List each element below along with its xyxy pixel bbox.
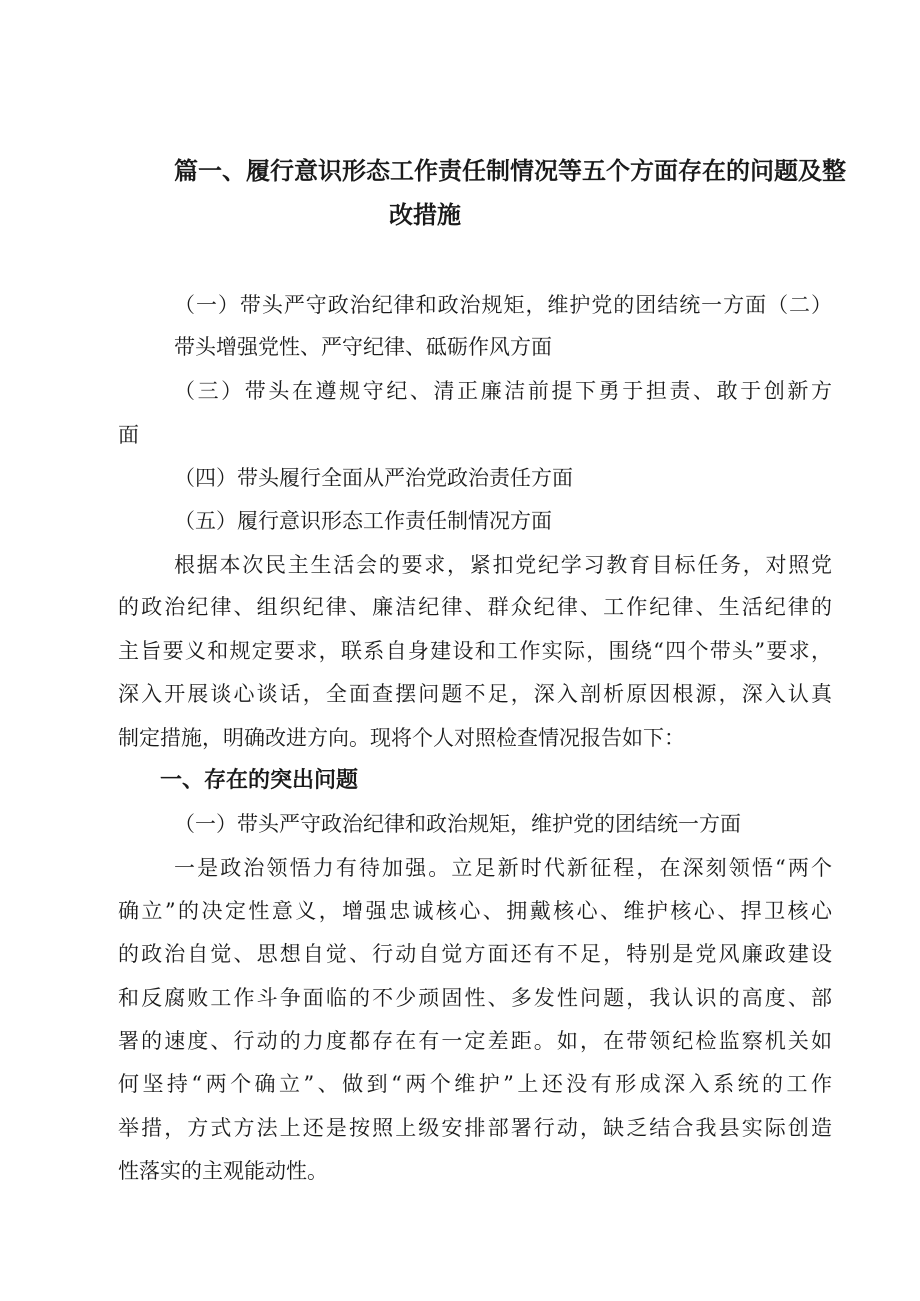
intro-line-5: 制定措施，明确改进方向。现将个人对照检查情况报告如下： — [118, 726, 685, 750]
body-line-4: 和反腐败工作斗争面临的不少顽固性、多发性问题，我认识的高度、部 — [118, 986, 832, 1010]
body-line-1: 一是政治领悟力有待加强。立足新时代新征程，在深刻领悟“两个 — [174, 856, 832, 880]
section-heading: 一、存在的突出问题 — [160, 768, 359, 793]
toc-line-3: （三）带头在遵规守纪、清正廉洁前提下勇于担责、敢于创新方 — [174, 379, 832, 403]
intro-line-4: 深入开展谈心谈话，全面查摆问题不足，深入剖析原因根源，深入认真 — [118, 682, 832, 706]
intro-line-3: 主旨要义和规定要求，联系自身建设和工作实际，围绕“四个带头”要求， — [118, 639, 832, 663]
toc-line-4: 面 — [118, 423, 139, 447]
body-line-7: 举措，方式方法上还是按照上级安排部署行动，缺乏结合我县实际创造 — [118, 1116, 832, 1140]
toc-line-6: （五）履行意识形态工作责任制情况方面 — [174, 509, 552, 533]
body-line-8: 性落实的主观能动性。 — [118, 1159, 328, 1183]
body-line-2: 确立”的决定性意义，增强忠诚核心、拥戴核心、维护核心、捍卫核心 — [118, 899, 832, 923]
body-line-5: 署的速度、行动的力度都存在有一定差距。如，在带领纪检监察机关如 — [118, 1029, 832, 1053]
document-title-line-2: 改措施 — [389, 201, 461, 229]
toc-line-5: （四）带头履行全面从严治党政治责任方面 — [174, 466, 573, 490]
toc-line-1: （一）带头严守政治纪律和政治规矩，维护党的团结统一方面（二） — [174, 293, 832, 317]
toc-line-2: 带头增强党性、严守纪律、砥砺作风方面 — [174, 335, 552, 359]
intro-line-1: 根据本次民主生活会的要求，紧扣党纪学习教育目标任务，对照党 — [174, 553, 832, 577]
intro-line-2: 的政治纪律、组织纪律、廉洁纪律、群众纪律、工作纪律、生活纪律的 — [118, 595, 832, 619]
document-title-line-1: 篇一、履行意识形态工作责任制情况等五个方面存在的问题及整 — [174, 157, 846, 185]
body-line-3: 的政治自觉、思想自觉、行动自觉方面还有不足，特别是党风廉政建设 — [118, 942, 832, 966]
body-line-6: 何坚持“两个确立”、做到“两个维护”上还没有形成深入系统的工作 — [118, 1072, 832, 1096]
section-subheading: （一）带头严守政治纪律和政治规矩，维护党的团结统一方面 — [174, 812, 741, 836]
